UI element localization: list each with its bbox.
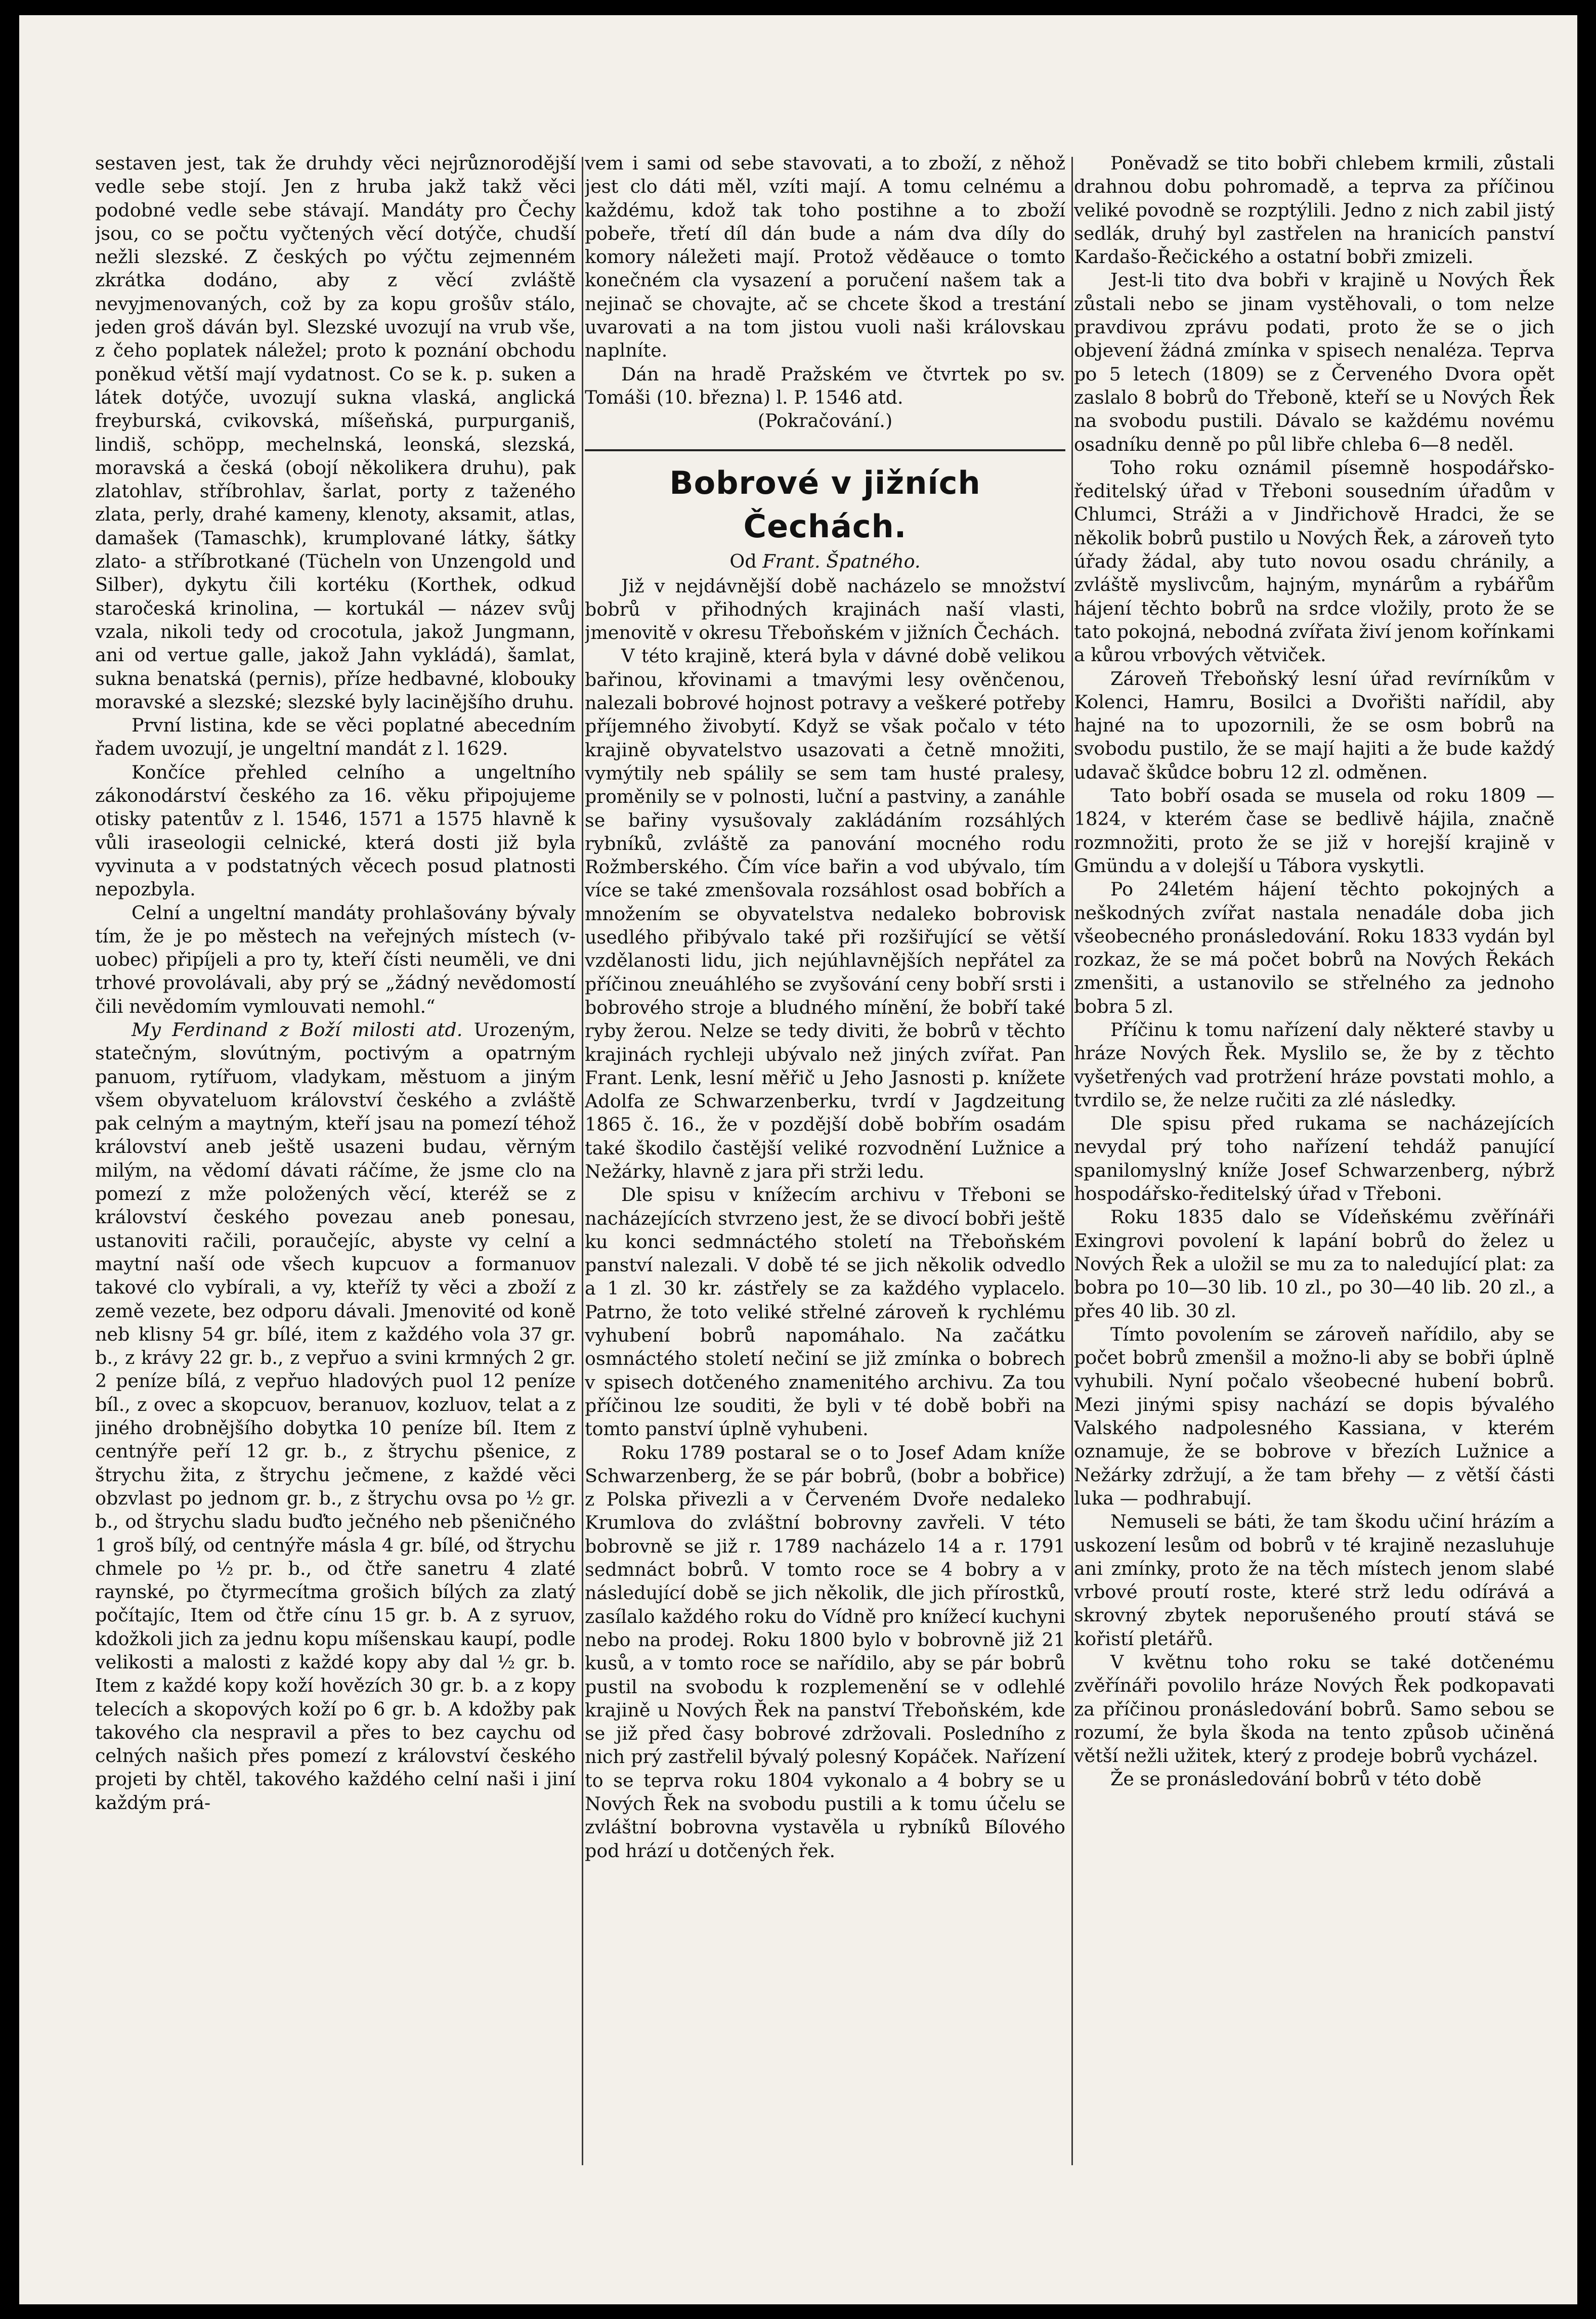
column-middle <box>585 152 1065 2231</box>
paragraph: Roku 1835 dalo se Vídeňskému zvěřínáři Exingrovi povolení k lapání bobrů do želez u Nových Řek a uložil se mu za to naledující plat: za bobra po 10—30 lib. 10 zl., po 30—40 lib. 20 zl., a přes 40 lib. 30 zl. <box>1074 1206 1555 1322</box>
paragraph: Dán na hradě Pražském ve čtvrtek po sv. Tomáši (10. března) l. P. 1546 atd. <box>585 363 1065 408</box>
decree-text: Urozeným, statečným, slovútným, poctivým a opatrným panuom, rytířuom, vladykam, městuom a jiným všem obyvateluom království českého a zvláště pak celným a maytným, kteří jsau na pomezí téhož království aneb ještě usazeni budau, věrným milým, na vědomí dávati ráčíme, že jsme clo na pomezí z mže položených věcí, kteréž se z království českého povezau aneb ponesau, ustanoviti račili, poraučejíc, abyste vy celní a maytní naší ode všech kupcuov a formanuov takové clo vybírali, a vy, kteříž ty věci a zboží z země vezete, bez odporu dávali. Jmenovité od koně neb klisny 54 gr. bílé, item z každého vola 37 gr. b., z krávy 22 gr. b., z vepřuo a svini krmných 2 gr. 2 peníze bílá, z vepřuo hladových puol 12 peníze bíl., z ovec a skopcuov, beranuov, kozluov, telat a z jiného drobnějšího dobytka 10 peníze bíl. Item z centnýře peří 12 gr. b., z štrychu pšenice, z štrychu žita, z štrychu ječmene, z každé věci obzvlast po jednom gr. b., z štrychu ovsa po ½ gr. b., od štrychu sladu buďto ječného neb pšeničného 1 groš bílý, od centnýře másla 4 gr. bílé, od štrychu chmele po ½ pr. b., od čtře sanetru 4 zlaté raynské, po čtyrmecítma grošich bílých za zlatý počítajíc, Item od čtře cínu 15 gr. b. A z syruov, kdožkoli jich za jednu kopu míšenskau kaupí, podle velikosti a malosti z každé kopy aby dal ½ gr. b. Item z každé kopy koží hovězích 30 gr. b. a z kopy telecích a skopových koží po 6 gr. b. A kdožby pak takového cla nespravil a přes to bez caychu od celných našich přes pomezí z království českého projeti by chtěl, takového každého celní naši i jiní každým prá- <box>95 1018 576 1814</box>
paragraph: Po 24letém hájení těchto pokojných a neškodných zvířat nastala nenadále doba jich všeobecného pronásledování. Roku 1833 vydán byl rozkaz, že se má počet bobrů na Nových Řekách zmenšiti, a ustanovilo se střelného za jednoho bobra 5 zl. <box>1074 878 1555 1017</box>
byline-prefix: Od <box>729 550 757 572</box>
column-left <box>95 152 576 2231</box>
paragraph: sestaven jest, tak že druhdy věci nejrůznorodější vedle sebe stojí. Jen z hruba jakž takž věci podobné vedle sebe stávají. Mandáty pro Čechy jsou, co se počtu vyčtených věcí dotýče, chudší nežli slezské. Z českých po výčtu zejmenném zkrátka dodáno, aby z věcí zvláště nevyjmenovaných, což by za kopu grošův stálo, jeden groš dáván byl. Slezské uvozují na vrub vše, z čeho poplatek náležel; proto k poznání obchodu poněkud větší mají vydatnost. Co se k. p. suken a látek dotýče, uvozují sukna vlaská, anglická freyburská, cvikovská, míšeňská, purpurganiš, lindiš, schöpp, mechelnská, leonská, slezská, moravská a česká (obojí několikera druhu), pak zlatohlav, stříbrohlav, šarlat, porty z taženého zlata, perly, drahé kameny, klenoty, aksamit, atlas, damašek (Tamaschk), krumplované látky, šátky zlato- a stříbrotkané (Tücheln von Unzengold und Silber), dykytu čili kortéku (Korthek, odkud staročeská krinolina, — kortukál — název svůj vzala, nikoli tedy od crocotula, jakož Jungmann, ani od vertue galle, jakož Jahn vykládá), šamlat, sukna benatská (pernis), příze hedbavné, klobouky moravské a slezské; slezské byly lacinějšího druhu. <box>95 152 576 713</box>
decree-opening: My Ferdinand z Boží milosti atd. <box>132 1018 463 1041</box>
paragraph: Zároveň Třeboňský lesní úřad revírníkům v Kolenci, Hamru, Bosilci a Dvořišti nařídil, aby hajné na to upozornili, že se osm bobrů na svobodu pustilo, že se mají hajiti a že bude každý udavač škůdce bobru 12 zl. odměnen. <box>1074 667 1555 783</box>
paragraph: vem i sami od sebe stavovati, a to zboží, z něhož jest clo dáti měl, vzíti mají. A tomu celnému a každému, kdož tak toho postihne a to zboží pobeře, třetí díl dán bude a nám dva díly do komory náležeti mají. Protož věděauce o tomto konečném cla vysazení a poručení našem tak a nejinač se chovajte, ač se chcete škod a trestání uvarovati a na tom jistou vuoli naši královskau naplníte. <box>585 152 1065 362</box>
paragraph: Příčinu k tomu nařízení daly některé stavby u hráze Nových Řek. Myslilo se, že by z těchto vyšetřených vad protržení hráze povstati mohlo, a tvrdilo se, že nelze ručiti za zlé následky. <box>1074 1018 1555 1111</box>
paragraph: Jest-li tito dva bobři v krajině u Nových Řek zůstali nebo se jinam vystěhovali, o tom nelze pravdivou zprávu podati, proto že se o jich objevení žádná zmínka v spisech nenaléza. Teprva po 5 letech (1809) se z Červeného Dvora opět zaslalo 8 bobrů do Třeboně, kteří se u Nových Řek na svobodu pustili. Dávalo se každému novému osadníku denně po půl libře chleba 6—8 neděl. <box>1074 269 1555 455</box>
paragraph: V květnu toho roku se také dotčenému zvěřínáři povolilo hráze Nových Řek podkopavati za příčinou pronásledování bobrů. Samo sebou se rozumí, že byla škoda na tento způsob učiněná větší nežli užitek, který z prodeje bobrů vycházel. <box>1074 1651 1555 1767</box>
paragraph: Poněvadž se tito bobři chlebem krmili, zůstali drahnou dobu pohromadě, a teprva za příčinou veliké povodně se rozptýlili. Jedno z nich zabil jistý sedlák, druhý byl zastřelen na hranicích panství Kardašo-Řečického a ostatní bobři zmizeli. <box>1074 152 1555 268</box>
paragraph: Celní a ungeltní mandáty prohlašovány bývaly tím, že je po městech na veřejných místech (v-uobec) připíjeli a pro ty, kteří čísti neuměli, ve dni trhové provolávali, aby prý se „žádný nevědomostí čili nevědomím vymlouvati nemohl.“ <box>95 901 576 1017</box>
paragraph: Končíce přehled celního a ungeltního zákonodárství českého za 16. věku připojujeme otisky patentův z l. 1546, 1571 a 1575 hlavně k vůli iraseologii celnické, která dosti již byla vyvinuta a v podstatných věcech posud platnosti nepozbyla. <box>95 761 576 900</box>
paragraph: Že se pronásledování bobrů v této době <box>1110 1768 1482 1790</box>
paragraph: První listina, kde se věci poplatné abecedním řadem uvozují, je ungeltní mandát z l. 1629. <box>95 714 576 760</box>
paragraph-decree <box>95 1018 576 1815</box>
paragraph: Již v nejdávnější době nacházelo se množství bobrů v přihodných krajinách naší vlasti, jmenovitě v okresu Třeboňském v jižních Čechách. <box>585 575 1065 644</box>
paragraph: Toho roku oznámil písemně hospodářsko-ředitelský úřad v Třeboni sousedním úřadům v Chlumci, Stráži a v Jindřichově Hradci, že se několik bobrů pustilo u Nových Řek, a zároveň tyto úřady žádal, aby tuto novou osadu chránily, a zvláště myslivcům, hajným, mynárům a rybářům hájení těchto bobrů na srdce vložily, proto že se tato pokojná, nebodná zvířata živí jenom kořínkami a kůrou vrbových větviček. <box>1074 456 1555 666</box>
paragraph: V této krajině, která byla v dávné době velikou bařinou, křovinami a tmavými lesy ověnčenou, nalezali bobrové hojnost potravy a veškeré potřeby příjemného živobytí. Když se však počalo v této krajině obyvatelstvo usazovati a četně množiti, vymýtily neb spálily se sem tam husté pralesy, proměnily se v polnosti, luční a pastviny, a zanáhle se bařiny vysušovaly zakládáním rozsáhlých rybníků, zvláště za panování mocného rodu Rožmberského. Čím více bařin a vod ubývalo, tím více se také zmenšovala rozsáhlost osad bobřích a množením se obyvatelstva nedaleko bobrovisk usedlého přibývalo také při rozšiřující se větší vzdělanosti lidu, jich nejúhlavnějších nepřátel za příčinou zneuáhlého se zvyšování ceny bobří srsti i bobrového stroje a bludného mínění, že bobří také ryby žerou. Nelze se tedy diviti, že bobrů v těchto krajinách rychleji ubývalo než jiných zvířat. Pan Frant. Lenk, lesní měřič u Jeho Jasnosti p. knížete Adolfa ze Schwarzenberku, tvrdí v Jagdzeitung 1865 č. 16., že v pozdější době bobřím osadám také škodilo častější veliké rozvodnění Lužnice a Nežárky, hlavně z jara při strži ledu. <box>585 645 1065 1182</box>
paragraph: Dle spisu před rukama se nacházejících nevydal prý toho nařízení tehdáž panující spanilomyslný kníže Josef Schwarzenberg, nýbrž hospodářsko-ředitelský úřad v Třeboni. <box>1074 1112 1555 1205</box>
paragraph: Roku 1789 postaral se o to Josef Adam kníže Schwarzenberg, že se pár bobrů, (bobr a bobřice) z Polska přivezli a v Červeném Dvoře nedaleko Krumlova do zvláštní bobrovny zavřeli. V této bobrovně se již r. 1789 nacházelo 14 a r. 1791 sedmnáct bobrů. V tomto roce se 4 bobry a v následující době se jich několik, dle jich přírostků, zasílalo každého roku do Vídně pro knížecí kuchyni nebo na prodej. Roku 1800 bylo v bobrovně již 21 kusů, a v tomto roce se nařídilo, aby se pár bobrů pustil na svobodu k rozplemenění se v odlehlé krajině u Nových Řek na panství Třeboňském, kde se již před časy bobrové zdržovali. Posledního z nich prý zastřelil bývalý polesný Kopáček. Nařízení to se teprva roku 1804 vykonalo a 4 bobry se u Nových Řek na svobodu pustili a k tomu účelu se zvláštní bobrovna vystavěla u rybníků Bílového pod hrází u dotčených řek. <box>585 1441 1065 1862</box>
column-right <box>1074 152 1555 2231</box>
column-rule <box>1071 157 1073 2165</box>
paragraph: Nemuseli se báti, že tam škodu učiní hrázím a uskození lesům od bobrů v té krajině nezasluhuje ani zmínky, proto že na těch místech jenom slabé vrbové proutí roste, které strž ledu odírává a skrovný zbytek neporušeného proutí stává se kořistí pletářů. <box>1074 1511 1555 1650</box>
newspaper-page <box>19 15 1577 2304</box>
paragraph: Tato bobří osada se musela od roku 1809 — 1824, v kterém čase se bedlivě hájila, značně rozmnožiti, proto že se již v horejší krajině v Gmündu a v dolejší u Tábora vyskytli. <box>1074 785 1555 877</box>
paragraph: Tímto povolením se zároveň nařídilo, aby se počet bobrů zmenšil a možno-li aby se bobři úplně vyhubili. Nyní počalo všeobecné hubení bobrů. Mezi jinými spisy nachází se dopis bývalého Valského nadpolesného Kassiana, v kterém oznamuje, že se bobrove v březích Lužnice a Nežárky zdržují, a že tam břehy — z větší části luka — podhrabují. <box>1074 1323 1555 1509</box>
article-headline: Bobrové v jižních Čechách. <box>669 464 981 545</box>
section-divider <box>585 449 1065 451</box>
column-rule <box>582 157 583 2165</box>
paragraph: Dle spisu v knížecím archivu v Třeboni se nacházejících stvrzeno jest, že se divocí bobři ještě ku konci sedmnáctého století na Třeboňském panství nalezali. V době té se jich několik odvedlo a 1 zl. 30 kr. zástřely se za každého vyplacelo. Patrno, že toto veliké střelné zároveň k rychlému vyhubení bobrů napomáhalo. Na začátku osmnáctého století nečiní se již zmínka o bobrech v spisech dotčeného znamenitého archivu. Za tou příčinou lze souditi, že byli v té době bobři na tomto panství úplně vyhubeni. <box>585 1184 1065 1440</box>
author-name: Frant. Špatného. <box>762 550 921 572</box>
continued-note: (Pokračování.) <box>757 410 893 432</box>
byline <box>585 548 1065 575</box>
